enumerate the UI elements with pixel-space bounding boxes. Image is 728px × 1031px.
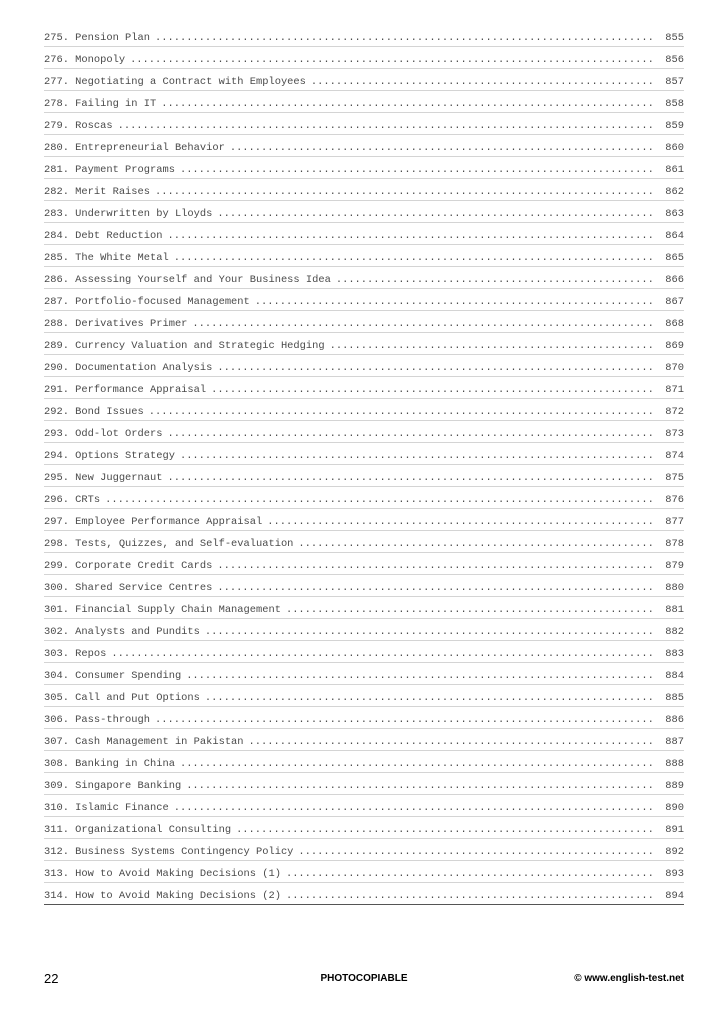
toc-entry-page-number: 888 (665, 757, 684, 770)
toc-entry (44, 47, 684, 69)
toc-entry-title: 282. Merit Raises (44, 185, 151, 198)
toc-entry (44, 729, 684, 751)
toc-entry-page-number: 876 (665, 493, 684, 506)
toc-entry-title: 307. Cash Management in Pakistan (44, 735, 244, 748)
toc-entry-title: 308. Banking in China (44, 757, 175, 770)
toc-entry-title: 286. Assessing Yourself and Your Business Idea (44, 273, 331, 286)
toc-entry-dot-leader (205, 693, 654, 703)
toc-entry-page-number: 886 (665, 713, 684, 726)
toc-entry-page-number: 893 (665, 867, 684, 880)
toc-entry (44, 399, 684, 421)
toc-entry-title: 292. Bond Issues (44, 405, 144, 418)
toc-entry-dot-leader (205, 627, 654, 637)
toc-entry (44, 377, 684, 399)
toc-entry-page-number: 857 (665, 75, 684, 88)
toc-entry-page-number: 878 (665, 537, 684, 550)
toc-entry-title: 300. Shared Service Centres (44, 581, 213, 594)
toc-entry-page-number: 885 (665, 691, 684, 704)
footer-page-number: 22 (44, 971, 59, 986)
toc-entry-title: 277. Negotiating a Contract with Employees (44, 75, 306, 88)
toc-entry (44, 179, 684, 201)
toc-entry-page-number: 882 (665, 625, 684, 638)
toc-entry-page-number: 862 (665, 185, 684, 198)
toc-entry-dot-leader (186, 781, 654, 791)
toc-entry-title: 290. Documentation Analysis (44, 361, 213, 374)
toc-entry-page-number: 864 (665, 229, 684, 242)
toc-entry-page-number: 860 (665, 141, 684, 154)
toc-entry-title: 283. Underwritten by Lloyds (44, 207, 213, 220)
toc-entry (44, 509, 684, 531)
toc-entry-page-number: 881 (665, 603, 684, 616)
toc-entry-title: 299. Corporate Credit Cards (44, 559, 213, 572)
toc-entry (44, 553, 684, 575)
toc-entry-dot-leader (217, 209, 654, 219)
toc-entry-title: 306. Pass-through (44, 713, 151, 726)
page-footer (44, 971, 684, 991)
toc-entry-title: 295. New Juggernaut (44, 471, 163, 484)
toc-entry-page-number: 872 (665, 405, 684, 418)
toc-entry-dot-leader (155, 715, 654, 725)
toc-entry-title: 311. Organizational Consulting (44, 823, 232, 836)
toc-entry-title: 294. Options Strategy (44, 449, 175, 462)
toc-entry-title: 302. Analysts and Pundits (44, 625, 200, 638)
toc-entry-title: 293. Odd-lot Orders (44, 427, 163, 440)
toc-entry-page-number: 866 (665, 273, 684, 286)
toc-entry-title: 278. Failing in IT (44, 97, 157, 110)
toc-entry-dot-leader (217, 583, 654, 593)
toc-entry-title: 303. Repos (44, 647, 107, 660)
toc-entry-dot-leader (217, 363, 654, 373)
toc-entry-page-number: 894 (665, 889, 684, 902)
footer-copyright: © www.english-test.net (574, 973, 684, 984)
toc-entry-dot-leader (167, 473, 654, 483)
toc-entry-page-number: 867 (665, 295, 684, 308)
toc-entry-dot-leader (298, 847, 654, 857)
toc-entry (44, 817, 684, 839)
toc-entry-title: 279. Roscas (44, 119, 113, 132)
toc-entry-dot-leader (167, 429, 654, 439)
toc-entry-dot-leader (155, 187, 654, 197)
toc-entry (44, 421, 684, 443)
toc-entry-page-number: 874 (665, 449, 684, 462)
toc-entry-page-number: 879 (665, 559, 684, 572)
toc-entry-title: 312. Business Systems Contingency Policy (44, 845, 294, 858)
toc-entry (44, 25, 684, 47)
toc-entry-page-number: 883 (665, 647, 684, 660)
toc-entry-page-number: 869 (665, 339, 684, 352)
toc-entry (44, 619, 684, 641)
toc-entry-title: 297. Employee Performance Appraisal (44, 515, 263, 528)
toc-entry-title: 280. Entrepreneurial Behavior (44, 141, 225, 154)
toc-entry-dot-leader (180, 451, 654, 461)
toc-entry-dot-leader (211, 385, 654, 395)
toc-entry-dot-leader (118, 121, 654, 131)
toc-entry-page-number: 855 (665, 31, 684, 44)
toc-entry (44, 157, 684, 179)
toc-entry-title: 289. Currency Valuation and Strategic Hedging (44, 339, 325, 352)
toc-entry-dot-leader (311, 77, 654, 87)
toc-entry (44, 201, 684, 223)
toc-entry-dot-leader (130, 55, 654, 65)
toc-entry-title: 304. Consumer Spending (44, 669, 182, 682)
toc-entry (44, 663, 684, 685)
toc-entry-dot-leader (180, 165, 654, 175)
toc-entry-page-number: 890 (665, 801, 684, 814)
toc-entry-title: 291. Performance Appraisal (44, 383, 207, 396)
toc-entry-dot-leader (286, 869, 654, 879)
toc-entry (44, 267, 684, 289)
footer-photocopiable-label: PHOTOCOPIABLE (320, 973, 408, 984)
toc-entry-page-number: 889 (665, 779, 684, 792)
toc-entry-title: 310. Islamic Finance (44, 801, 169, 814)
toc-entry-page-number: 865 (665, 251, 684, 264)
toc-entry-dot-leader (149, 407, 654, 417)
toc-entry (44, 839, 684, 861)
toc-entry-page-number: 856 (665, 53, 684, 66)
toc-entry-page-number: 873 (665, 427, 684, 440)
toc-entry-page-number: 858 (665, 97, 684, 110)
toc-entry (44, 465, 684, 487)
toc-entry-dot-leader (230, 143, 654, 153)
toc-entry-dot-leader (161, 99, 654, 109)
toc-entry-dot-leader (330, 341, 654, 351)
toc-entry-page-number: 884 (665, 669, 684, 682)
toc-entry-dot-leader (174, 253, 654, 263)
toc-entry-dot-leader (217, 561, 654, 571)
toc-entry (44, 773, 684, 795)
toc-entry-dot-leader (186, 671, 654, 681)
toc-entry (44, 751, 684, 773)
toc-entry (44, 795, 684, 817)
toc-entry-title: 305. Call and Put Options (44, 691, 200, 704)
toc-entry-title: 287. Portfolio-focused Management (44, 295, 250, 308)
toc-entry-page-number: 877 (665, 515, 684, 528)
toc-entry (44, 135, 684, 157)
toc-entry-page-number: 880 (665, 581, 684, 594)
toc-entry-page-number: 870 (665, 361, 684, 374)
toc-entry-dot-leader (336, 275, 654, 285)
toc-entry-page-number: 887 (665, 735, 684, 748)
toc-entry-dot-leader (298, 539, 654, 549)
toc-entry-title: 298. Tests, Quizzes, and Self-evaluation (44, 537, 294, 550)
toc-entry (44, 223, 684, 245)
toc-entry (44, 707, 684, 729)
toc-entry (44, 641, 684, 663)
toc-entry-dot-leader (155, 33, 654, 43)
toc-entry (44, 685, 684, 707)
toc-entry-page-number: 863 (665, 207, 684, 220)
toc-entry-page-number: 875 (665, 471, 684, 484)
toc-entry-page-number: 861 (665, 163, 684, 176)
toc-entry-title: 313. How to Avoid Making Decisions (1) (44, 867, 281, 880)
toc-entry-title: 301. Financial Supply Chain Management (44, 603, 281, 616)
toc-entry (44, 355, 684, 377)
table-of-contents (44, 25, 684, 905)
toc-entry-title: 281. Payment Programs (44, 163, 175, 176)
toc-entry (44, 487, 684, 509)
toc-entry-dot-leader (236, 825, 654, 835)
toc-entry-title: 275. Pension Plan (44, 31, 151, 44)
toc-entry-page-number: 868 (665, 317, 684, 330)
toc-entry-page-number: 859 (665, 119, 684, 132)
toc-entry-title: 276. Monopoly (44, 53, 126, 66)
toc-entry-dot-leader (255, 297, 654, 307)
toc-entry-title: 285. The White Metal (44, 251, 169, 264)
toc-entry (44, 311, 684, 333)
toc-entry-title: 288. Derivatives Primer (44, 317, 188, 330)
toc-entry (44, 113, 684, 135)
toc-entry-title: 284. Debt Reduction (44, 229, 163, 242)
toc-entry-dot-leader (180, 759, 654, 769)
toc-entry (44, 575, 684, 597)
toc-entry-dot-leader (174, 803, 654, 813)
toc-entry-dot-leader (286, 891, 654, 901)
toc-entry (44, 861, 684, 883)
toc-entry-page-number: 892 (665, 845, 684, 858)
toc-entry (44, 597, 684, 619)
toc-entry-dot-leader (249, 737, 654, 747)
toc-entry-dot-leader (192, 319, 654, 329)
toc-entry (44, 91, 684, 113)
toc-entry (44, 333, 684, 355)
toc-entry-page-number: 891 (665, 823, 684, 836)
toc-entry-dot-leader (111, 649, 654, 659)
toc-entry-dot-leader (286, 605, 654, 615)
toc-entry-title: 314. How to Avoid Making Decisions (2) (44, 889, 281, 902)
toc-entry (44, 289, 684, 311)
toc-entry-title: 296. CRTs (44, 493, 101, 506)
toc-entry-page-number: 871 (665, 383, 684, 396)
toc-entry-title: 309. Singapore Banking (44, 779, 182, 792)
toc-entry (44, 531, 684, 553)
toc-entry (44, 245, 684, 267)
toc-entry-dot-leader (105, 495, 654, 505)
toc-entry (44, 69, 684, 91)
toc-entry (44, 883, 684, 905)
toc-entry (44, 443, 684, 465)
toc-entry-dot-leader (267, 517, 654, 527)
toc-entry-dot-leader (167, 231, 654, 241)
